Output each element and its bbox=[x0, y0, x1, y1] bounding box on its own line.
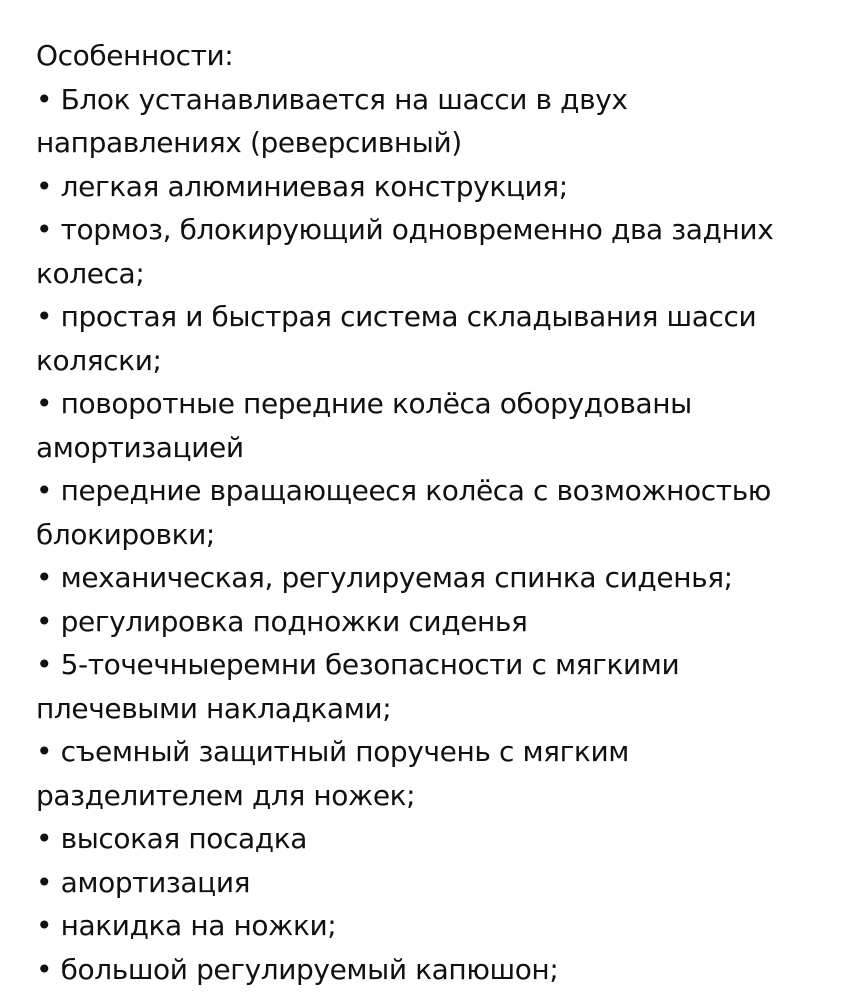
feature-item-adjustable-hood: • большой регулируемый капюшон; bbox=[36, 952, 559, 986]
feature-item-leg-cover: • накидка на ножки; bbox=[36, 909, 337, 942]
feature-item-five-point-harness: • 5-точечныеремни безопасности с мягкими плечевыми накладками; bbox=[36, 648, 680, 725]
feature-item-reversible-seat: • Блок устанавливается на шасси в двух направлениях (реверсивный) bbox=[36, 82, 628, 159]
features-list bbox=[36, 78, 826, 992]
feature-item-footrest-adjustment: • регулировка подножки сиденья bbox=[36, 604, 528, 638]
feature-item-suspension: • амортизация bbox=[36, 865, 251, 899]
feature-item-high-seat: • высокая посадка bbox=[36, 822, 307, 855]
features-text-block bbox=[36, 34, 826, 991]
feature-item-front-wheel-suspension: • поворотные передние колёса оборудованы амортизацией bbox=[36, 387, 692, 464]
feature-item-folding-system: • простая и быстрая система складывания шасси коляски; bbox=[36, 300, 757, 377]
feature-item-swivel-wheel-lock: • передние вращающееся колёса с возможностью блокировки; bbox=[36, 474, 771, 551]
features-heading: Особенности: bbox=[36, 39, 234, 72]
feature-item-rear-brake: • тормоз, блокирующий одновременно два задних колеса; bbox=[36, 213, 774, 290]
feature-item-aluminum-frame: • легкая алюминиевая конструкция; bbox=[36, 169, 568, 203]
feature-item-adjustable-backrest: • механическая, регулируемая спинка сиденья; bbox=[36, 561, 733, 594]
feature-item-removable-bumper-bar: • съемный защитный поручень с мягким разделителем для ножек; bbox=[36, 735, 629, 812]
